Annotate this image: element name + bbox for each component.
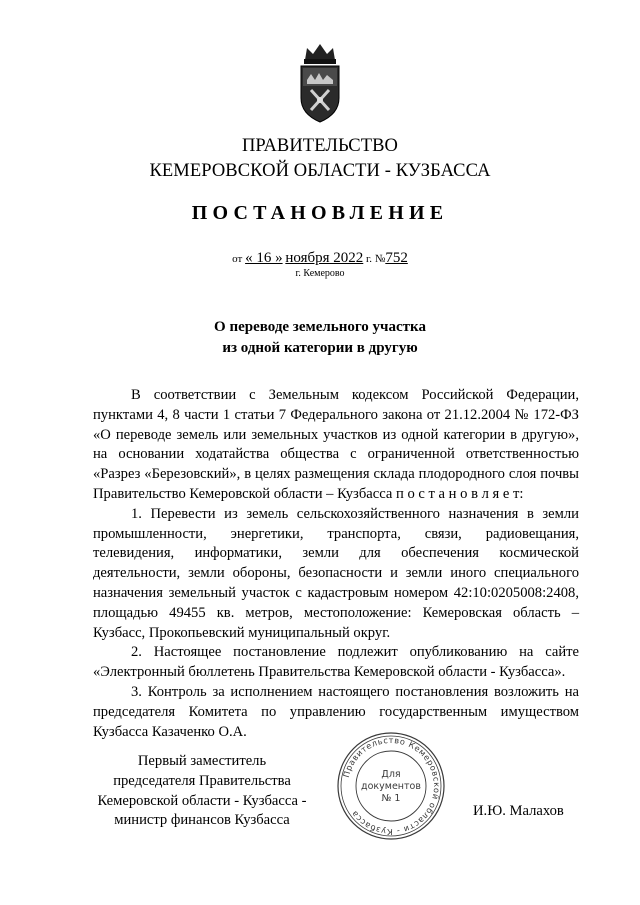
stamp-inner-line3: № 1 — [381, 793, 401, 804]
signatory-name: И.Ю. Малахов — [473, 803, 564, 819]
stamp-ring-text: Правительство Кемеровской области - Кузбасса — [340, 734, 443, 838]
government-title-line1: ПРАВИТЕЛЬСТВО — [241, 136, 399, 156]
position-line3: Кемеровской области - Кузбасса - — [97, 792, 307, 809]
coat-of-arms-icon — [297, 40, 343, 126]
official-stamp — [336, 729, 446, 844]
item-1-paragraph: 1. Перевести из земель сельскохозяйственного назначения в земли промышленности, энергетики, транспорта, связи, радиовещания, телевидения, информатики, земли для обеспечения космической деятельности, земли обороны, безопасности и земли иного специального назначения земельный участок с кадастровым номером 42:10:0205008:2408, площадью 49455 кв. метров, местоположение: Кемеровская область – Кузбасс, Прокопьевский муниципальный округ. — [93, 505, 579, 641]
document-body — [93, 386, 579, 742]
stamp-inner-line2: документов — [361, 781, 421, 792]
document-subject — [0, 317, 640, 359]
signatory-position — [82, 752, 322, 831]
date-day: « 16 » — [245, 250, 283, 266]
position-line2: председателя Правительства — [113, 772, 291, 789]
stamp-inner-line1: Для — [381, 769, 401, 780]
item-2-paragraph: 2. Настоящее постановление подлежит опубликованию на сайте «Электронный бюллетень Правительства Кемеровской области - Кузбасса». — [93, 644, 579, 681]
date-year-suffix: г. — [366, 253, 373, 265]
government-title-line2: КЕМЕРОВСКОЙ ОБЛАСТИ - КУЗБАССА — [149, 161, 491, 181]
date-month-year: ноября 2022 — [285, 250, 364, 266]
preamble-paragraph: В соответствии с Земельным кодексом Российской Федерации, пунктами 4, 8 части 1 статьи 7 Федерального закона от 21.12.2004 № 172-ФЗ «О переводе земель или земельных участков из одной категории в другую», на основании ходатайства общества с ограниченной ответственностью «Разрез «Березовский», в целях размещения склада плодородного слоя почвы Правительство Кемеровской области – Кузбасса п о с т а н о в л я е т: — [93, 387, 579, 502]
document-date-line — [0, 250, 640, 267]
item-3-paragraph: 3. Контроль за исполнением настоящего постановления возложить на председателя Комитета по управлению государственным имуществом Кузбасса Казаченко О.А. — [93, 683, 579, 740]
document-type-title: ПОСТАНОВЛЕНИЕ — [191, 202, 449, 224]
position-line4: министр финансов Кузбасса — [114, 812, 290, 829]
position-line1: Первый заместитель — [137, 753, 267, 769]
subject-line1: О переводе земельного участка — [214, 319, 426, 335]
date-from-word: от — [232, 253, 243, 265]
document-city: г. Кемерово — [295, 268, 345, 279]
subject-line2: из одной категории в другую — [222, 340, 418, 356]
document-number: 752 — [385, 250, 408, 266]
number-sign: № — [374, 253, 386, 265]
